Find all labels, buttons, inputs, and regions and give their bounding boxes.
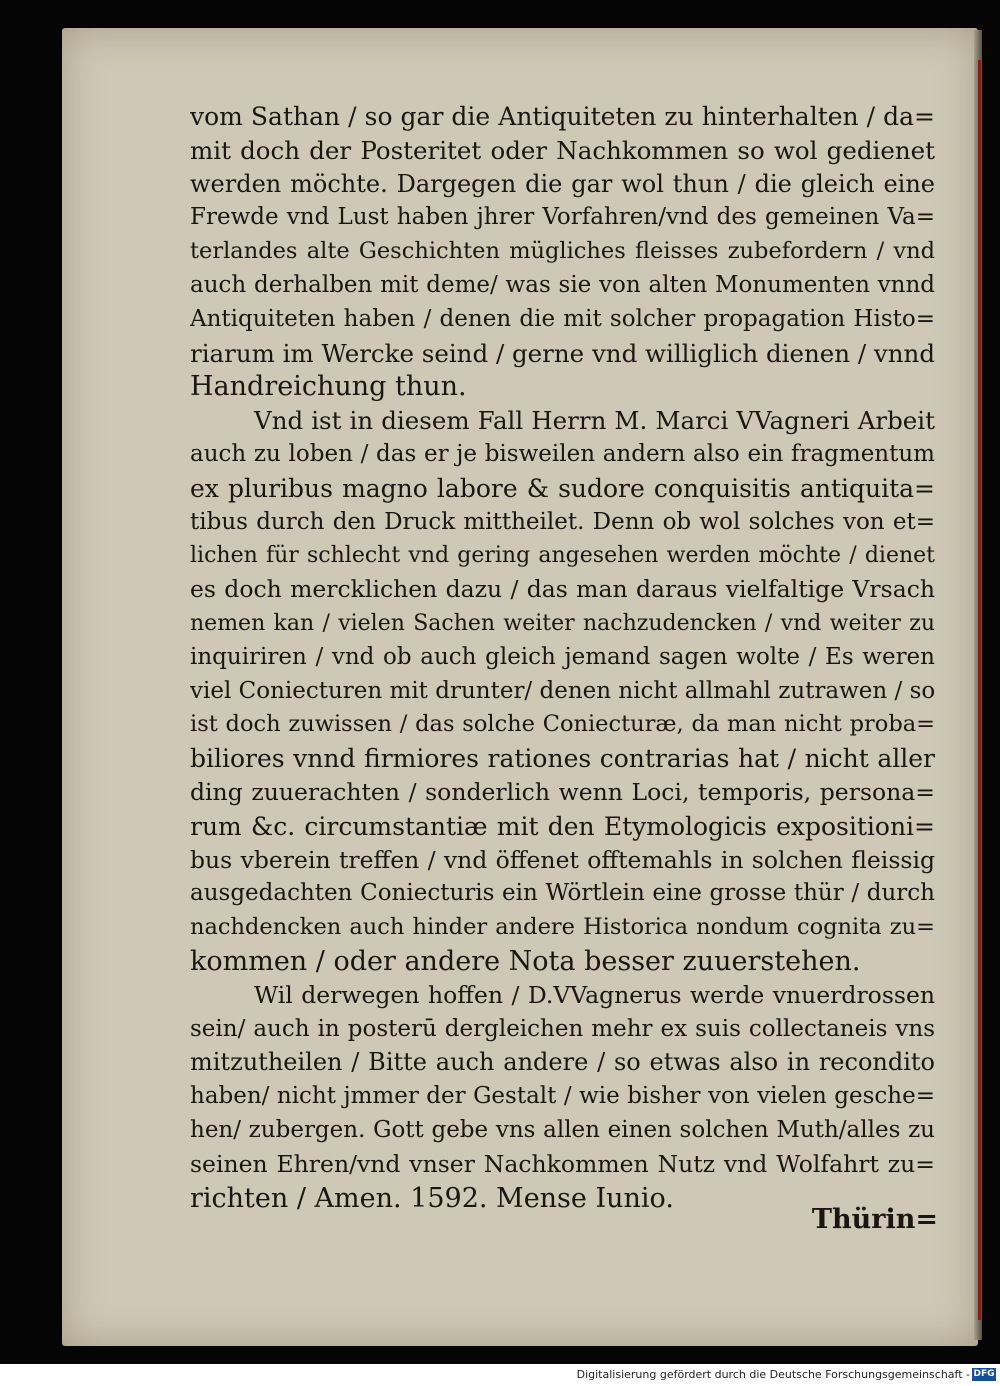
text-line: ding zuuerachten / sonderlich wenn Loci, temporis, persona= [190,777,935,806]
text-line: auch derhalben mit deme/ was sie von alten Monumenten vnnd [190,271,935,298]
text-line: ex pluribus magno labore & sudore conquisitis antiquita= [190,473,935,503]
text-line: riarum im Wercke seind / gerne vnd williglich dienen / vnnd [190,338,935,368]
catchword: Thürin= [811,1204,938,1235]
text-line: Wil derwegen hoffen / D.VVagnerus werde vnuerdrossen [254,980,935,1009]
text-line: terlandes alte Geschichten mügliches fleisses zubefordern / vnd [190,238,935,265]
text-line: Antiquiteten haben / denen die mit solcher propagation Histo= [190,305,935,332]
text-line: tibus durch den Druck mittheilet. Denn ob wol solches von et= [190,508,935,535]
text-line: Vnd ist in diesem Fall Herrn M. Marci VVagneri Arbeit [254,406,935,436]
text-line: hen/ zubergen. Gott gebe vns allen einen solchen Muth/alles zu [190,1116,935,1143]
text-line: nemen kan / vielen Sachen weiter nachzudencken / vnd weiter zu [190,610,935,636]
text-line: bus vberein treffen / vnd öffenet offtemahls in solchen fleissig [190,845,935,874]
text-line: lichen für schlecht vnd gering angesehen werden möchte / dienet [190,543,935,569]
paragraph-3 [190,979,935,1216]
text-line: biliores vnnd firmiores rationes contrarias hat / nicht aller [190,744,935,774]
binding-edge [978,60,981,1320]
text-line: ist doch zuwissen / das solche Coniecturæ, da man nicht proba= [190,711,935,738]
dfg-logo: DFG [973,1369,995,1379]
text-line: nachdencken auch hinder andere Historica nondum cognita zu= [190,914,935,941]
funding-credit: Digitalisierung gefördert durch die Deutsche Forschungsgemeinschaft - [576,1368,970,1381]
text-line: seinen Ehren/vnd vnser Nachkommen Nutz vnd Wolfahrt zu= [190,1149,935,1178]
text-line: vom Sathan / so gar die Antiquiteten zu hinterhalten / da= [190,102,935,131]
text-line: inquiriren / vnd ob auch gleich jemand sagen wolte / Es weren [190,643,935,670]
text-line: richten / Amen. 1592. Mense Iunio. [190,1182,674,1214]
text-line: ausgedachten Coniecturis ein Wörtlein eine grosse thür / durch [190,880,935,907]
text-line: es doch mercklichen dazu / das man daraus vielfaltige Vrsach [190,575,935,604]
body-text [190,100,935,1215]
text-line: mit doch der Posteritet oder Nachkommen so wol gedienet [190,135,935,165]
text-line: sein/ auch in posterū dergleichen mehr ex suis collectaneis vns [190,1015,935,1042]
text-line: rum &c. circumstantiæ mit den Etymologicis expositioni= [190,811,935,841]
text-line: Frewde vnd Lust haben jhrer Vorfahren/vnd des gemeinen Va= [190,204,935,231]
text-line: viel Coniecturen mit drunter/ denen nicht allmahl zutrawen / so [190,677,935,704]
text-line: Handreichung thun. [190,371,467,403]
text-line: mitzutheilen / Bitte auch andere / so etwas also in recondito [190,1048,935,1077]
paragraph-1 [190,100,935,404]
paragraph-2 [190,404,935,979]
text-line: auch zu loben / das er je bisweilen andern also ein fragmentum [190,440,935,467]
text-line: werden möchte. Dargegen die gar wol thun / die gleich eine [190,169,935,198]
text-line: haben/ nicht jmmer der Gestalt / wie bisher von vielen gesche= [190,1083,935,1110]
text-line: kommen / oder andere Nota besser zuuerstehen. [190,945,861,977]
footer-bar [0,1364,1000,1386]
